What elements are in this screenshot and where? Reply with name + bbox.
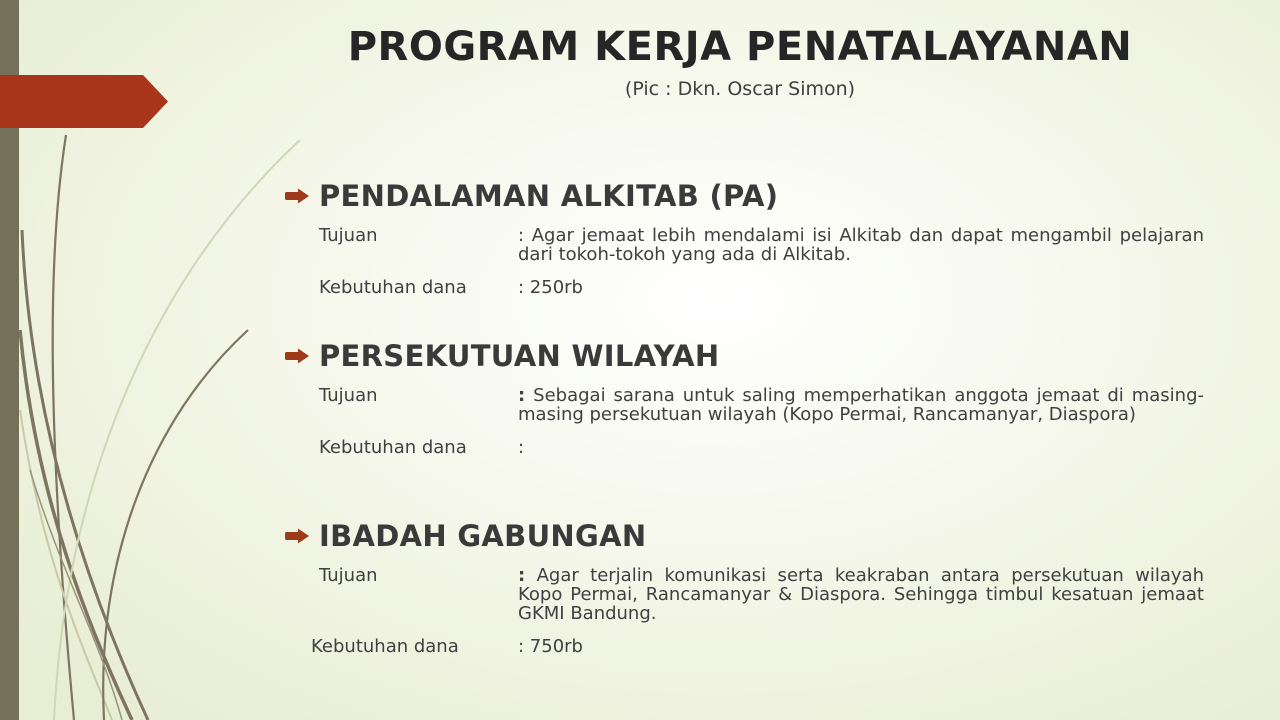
purpose-value [518,566,1204,623]
arrow-right-icon [284,528,310,544]
section-heading [284,336,1204,376]
red-arrow-ribbon [0,75,168,128]
budget-label: Kebutuhan dana [311,636,459,657]
purpose-label: Tujuan [319,565,378,586]
budget-value: : [518,437,525,458]
purpose-row [284,566,1204,623]
section-heading-text: IBADAH GABUNGAN [319,519,647,553]
arrow-right-icon [284,188,310,204]
budget-row [284,278,1204,297]
purpose-colon: : [518,385,526,406]
purpose-label: Tujuan [319,385,378,406]
section-heading-text: PENDALAMAN ALKITAB (PA) [319,179,779,213]
budget-value: : 750rb [518,636,583,657]
purpose-label: Tujuan [319,225,378,246]
purpose-text: Agar terjalin komunikasi serta keakraban antara persekutuan wilayah Kopo Permai, Rancamanyar & Diaspora. Sehingga timbul kesatuan jemaat GKMI Bandung. [518,565,1204,624]
purpose-text: : Agar jemaat lebih mendalami isi Alkitab dan dapat mengambil pelajaran dari tokoh-tokoh yang ada di Alkitab. [518,225,1204,265]
slide-subtitle: (Pic : Dkn. Oscar Simon) [624,78,856,100]
budget-value: : 250rb [518,277,583,298]
budget-row [284,637,1204,656]
purpose-value [518,386,1204,424]
arrow-right-icon [284,348,310,364]
section-pendalaman-alkitab [284,176,1204,297]
budget-label: Kebutuhan dana [319,277,467,298]
purpose-row [284,226,1204,264]
section-persekutuan-wilayah [284,336,1204,457]
slide-title: PROGRAM KERJA PENATALAYANAN [347,24,1133,70]
section-heading [284,516,1204,556]
purpose-colon: : [518,565,526,586]
section-ibadah-gabungan [284,516,1204,656]
budget-label: Kebutuhan dana [319,437,467,458]
section-heading [284,176,1204,216]
budget-row [284,438,1204,457]
purpose-row [284,386,1204,424]
purpose-text: Sebagai sarana untuk saling memperhatikan anggota jemaat di masing-masing persekutuan wilayah (Kopo Permai, Rancamanyar, Diaspora) [518,385,1204,425]
section-heading-text: PERSEKUTUAN WILAYAH [319,339,720,373]
